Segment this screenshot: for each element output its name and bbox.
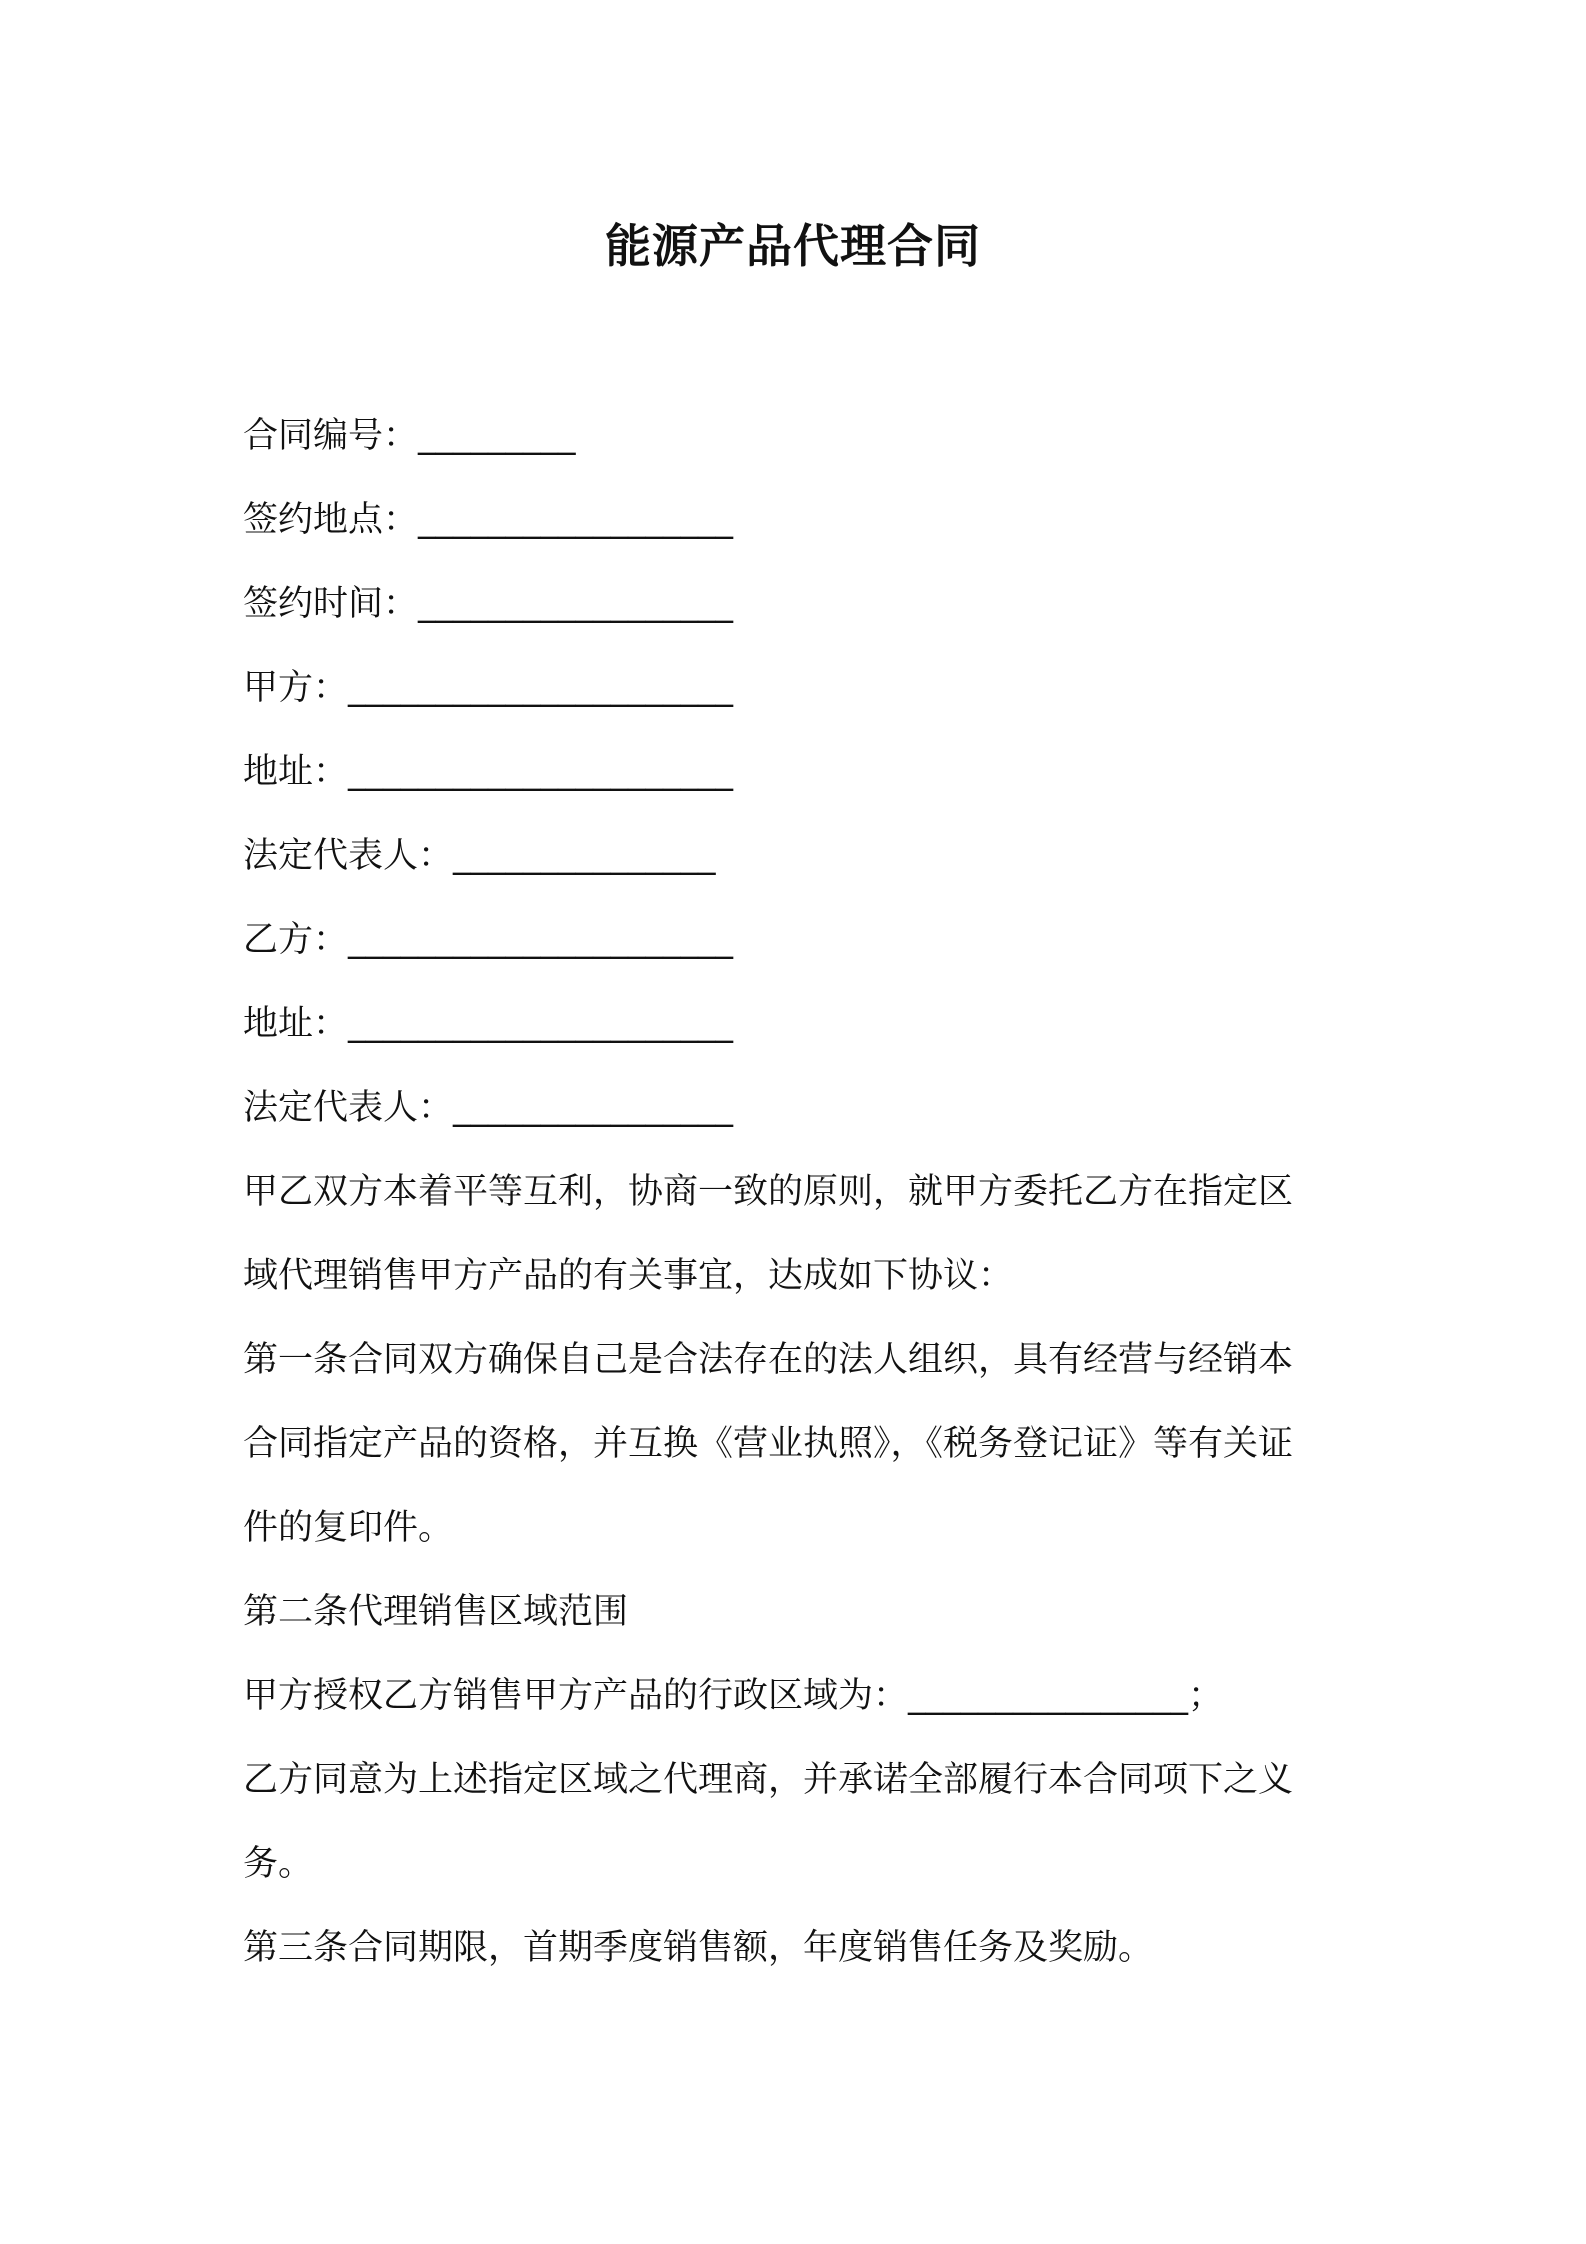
field-blank: _______________ (453, 836, 716, 876)
field-blank: __________________ (418, 584, 734, 624)
field-label: 地址： (243, 1004, 349, 1044)
article-2-line-1-end: ； (1188, 1676, 1224, 1716)
field-blank: __________________ (418, 500, 734, 540)
field-blank: ______________________ (348, 752, 734, 792)
field-label: 合同编号： (243, 416, 419, 456)
field-sign-place (243, 492, 1363, 548)
article-2-line-1 (243, 1668, 1363, 1724)
article-2-line-2: 乙方同意为上述指定区域之代理商，并承诺全部履行本合同项下之义 (243, 1760, 1294, 1800)
field-party-a (243, 660, 1363, 716)
field-label: 签约地点： (243, 500, 419, 540)
article-2-title: 第二条代理销售区域范围 (243, 1592, 629, 1632)
field-label: 乙方： (243, 920, 349, 960)
field-party-b-address (243, 996, 1363, 1052)
field-blank: ______________________ (348, 920, 734, 960)
region-blank: ________________ (908, 1676, 1189, 1716)
field-sign-time (243, 576, 1363, 632)
article-2-line-3: 务。 (243, 1844, 314, 1884)
field-blank: ________________ (453, 1088, 734, 1128)
article-1-line-2: 合同指定产品的资格，并互换《营业执照》，《税务登记证》等有关证 (243, 1424, 1294, 1464)
article-2-line-1-text: 甲方授权乙方销售甲方产品的行政区域为： (243, 1676, 909, 1716)
document-title: 能源产品代理合同 (605, 219, 981, 273)
field-blank: ______________________ (348, 1004, 734, 1044)
article-1-line-1: 第一条合同双方确保自己是合法存在的法人组织，具有经营与经销本 (243, 1340, 1294, 1380)
field-label: 签约时间： (243, 584, 419, 624)
field-label: 法定代表人： (243, 836, 454, 876)
preamble-line-1: 甲乙双方本着平等互利，协商一致的原则，就甲方委托乙方在指定区 (243, 1172, 1294, 1212)
field-party-b (243, 912, 1363, 968)
field-label: 法定代表人： (243, 1088, 454, 1128)
field-party-a-representative (243, 828, 1363, 884)
field-party-a-address (243, 744, 1363, 800)
article-1-line-3: 件的复印件。 (243, 1508, 454, 1548)
field-label: 地址： (243, 752, 349, 792)
field-party-b-representative (243, 1080, 1363, 1136)
article-3-title: 第三条合同期限，首期季度销售额，年度销售任务及奖励。 (243, 1928, 1154, 1968)
field-blank: _________ (418, 416, 576, 456)
field-blank: ______________________ (348, 668, 734, 708)
field-label: 甲方： (243, 668, 349, 708)
field-contract-no (243, 408, 1363, 464)
preamble-line-2: 域代理销售甲方产品的有关事宜，达成如下协议： (243, 1256, 1014, 1296)
